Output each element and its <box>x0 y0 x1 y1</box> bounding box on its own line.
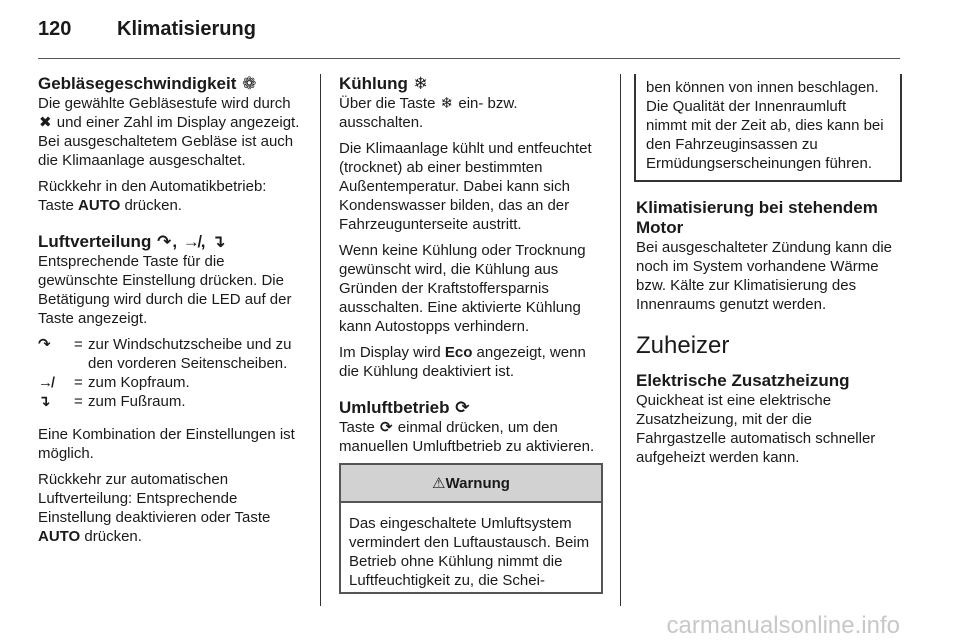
fan-icon: ✖ <box>39 114 52 131</box>
page-title: Klimatisierung <box>117 18 256 40</box>
heading-fan-speed: Gebläsegeschwindigkeit ❁ <box>38 74 257 93</box>
column-divider-1 <box>320 74 321 606</box>
page-number: 120 <box>38 18 72 40</box>
snowflake-icon: ❄ <box>440 95 454 112</box>
auto-key-label: AUTO <box>38 528 81 545</box>
watermark: carmanualsonline.info <box>666 612 900 639</box>
heading-cooling: Kühlung ❄ <box>339 74 428 93</box>
legend-row: ↷ = zur Windschutzscheibe und zu den vorderen Seitenscheiben. <box>38 336 292 372</box>
air-distribution-legend <box>38 335 306 411</box>
column-3 <box>636 74 902 474</box>
air-paragraph-3: Rückkehr zur automatischen Luftverteilung: Entsprechende Einstellung deaktivieren oder Taste AUTO drücken. <box>38 471 271 545</box>
warning-text: Das eingeschaltete Umluftsystem vermindert den Luftaustausch. Beim Betrieb ohne Kühlung nimmt die Luftfeuchtigkeit zu, die Schei- <box>349 515 590 589</box>
warning-box <box>339 463 603 594</box>
heading-climate-engine-off: Klimatisierung bei stehendem Motor <box>636 198 878 237</box>
column-1 <box>38 74 306 553</box>
air-paragraph-2: Eine Kombination der Einstellungen ist möglich. <box>38 426 295 462</box>
heading-recirculation: Umluftbetrieb ⟳ <box>339 398 470 417</box>
foot-airflow-icon: ↴ <box>38 393 51 410</box>
fan-icon: ❁ <box>242 74 257 93</box>
foot-airflow-icon: ↴ <box>211 232 226 251</box>
cooling-paragraph-4: Im Display wird Eco angezeigt, wenn die Kühlung deaktiviert ist. <box>339 344 586 380</box>
recirculation-paragraph: Taste ⟳ einmal drücken, um den manuellen Umluftbetrieb zu aktivieren. <box>339 419 595 455</box>
cooling-paragraph-1: Über die Taste ❄ ein- bzw. ausschalten. <box>339 95 518 131</box>
head-airflow-icon: ↛ <box>182 232 200 251</box>
windshield-airflow-icon: ↷ <box>38 336 51 353</box>
auto-key-label: AUTO <box>78 197 121 214</box>
heading-air-distribution: Luftverteilung ↷, ↛, ↴ <box>38 232 226 251</box>
fan-paragraph-2: Rückkehr in den Automatikbetrieb: Taste AUTO drücken. <box>38 178 267 214</box>
column-2 <box>339 74 603 594</box>
legend-row: ↴ = zum Fußraum. <box>38 393 186 410</box>
windshield-airflow-icon: ↷ <box>157 232 172 251</box>
column-divider-2 <box>620 74 621 606</box>
head-airflow-icon: ↛ <box>38 374 53 391</box>
eco-label: Eco <box>444 344 473 361</box>
header-rule <box>38 58 900 59</box>
climate-engine-off-paragraph: Bei ausgeschalteter Zündung kann die noch im System vorhandene Wärme bzw. Kälte zur Klimatisierung des Innenraums genutzt werden. <box>636 239 893 313</box>
cooling-paragraph-2: Die Klimaanlage kühlt und entfeuchtet (trocknet) ab einer bestimmten Außentemperatur. Dabei kann sich Kondenswasser bilden, das an der Fahrzeugunterseite austritt. <box>339 140 592 233</box>
snowflake-icon: ❄ <box>413 74 428 93</box>
heading-electric-heater: Elektrische Zusatzheizung <box>636 371 850 390</box>
cooling-paragraph-3: Wenn keine Kühlung oder Trocknung gewünscht wird, die Kühlung aus Gründen der Kraftstoffersparnis ausschalten. Eine aktivierte Kühlung kann Autostopps verhindern. <box>339 242 586 335</box>
recirculation-icon: ⟳ <box>455 398 470 417</box>
warning-title: Warnung <box>445 475 510 492</box>
warning-header <box>341 465 601 503</box>
legend-row: ↛ = zum Kopfraum. <box>38 374 190 391</box>
heading-auxiliary-heater: Zuheizer <box>636 332 730 359</box>
electric-heater-paragraph: Quickheat ist eine elektrische Zusatzheizung, mit der die Fahrgastzelle automatisch schneller aufgeheizt werden kann. <box>636 392 876 466</box>
recirculation-icon: ⟳ <box>380 419 393 436</box>
air-paragraph-1: Entsprechende Taste für die gewünschte Einstellung drücken. Die Betätigung wird durch die LED auf der Taste angezeigt. <box>38 253 292 327</box>
warning-triangle-icon: ⚠ <box>432 475 446 492</box>
fan-paragraph-1: Die gewählte Gebläsestufe wird durch ✖ und einer Zahl im Display angezeigt. Bei ausgeschaltetem Gebläse ist auch die Klimaanlage ausgeschaltet. <box>38 95 300 169</box>
warning-box-continued: ben können von innen beschlagen. Die Qualität der Innenraumluft nimmt mit der Zeit ab, dies kann bei den Fahrzeuginsassen zu Ermüdungserscheinungen führen. <box>634 74 902 182</box>
